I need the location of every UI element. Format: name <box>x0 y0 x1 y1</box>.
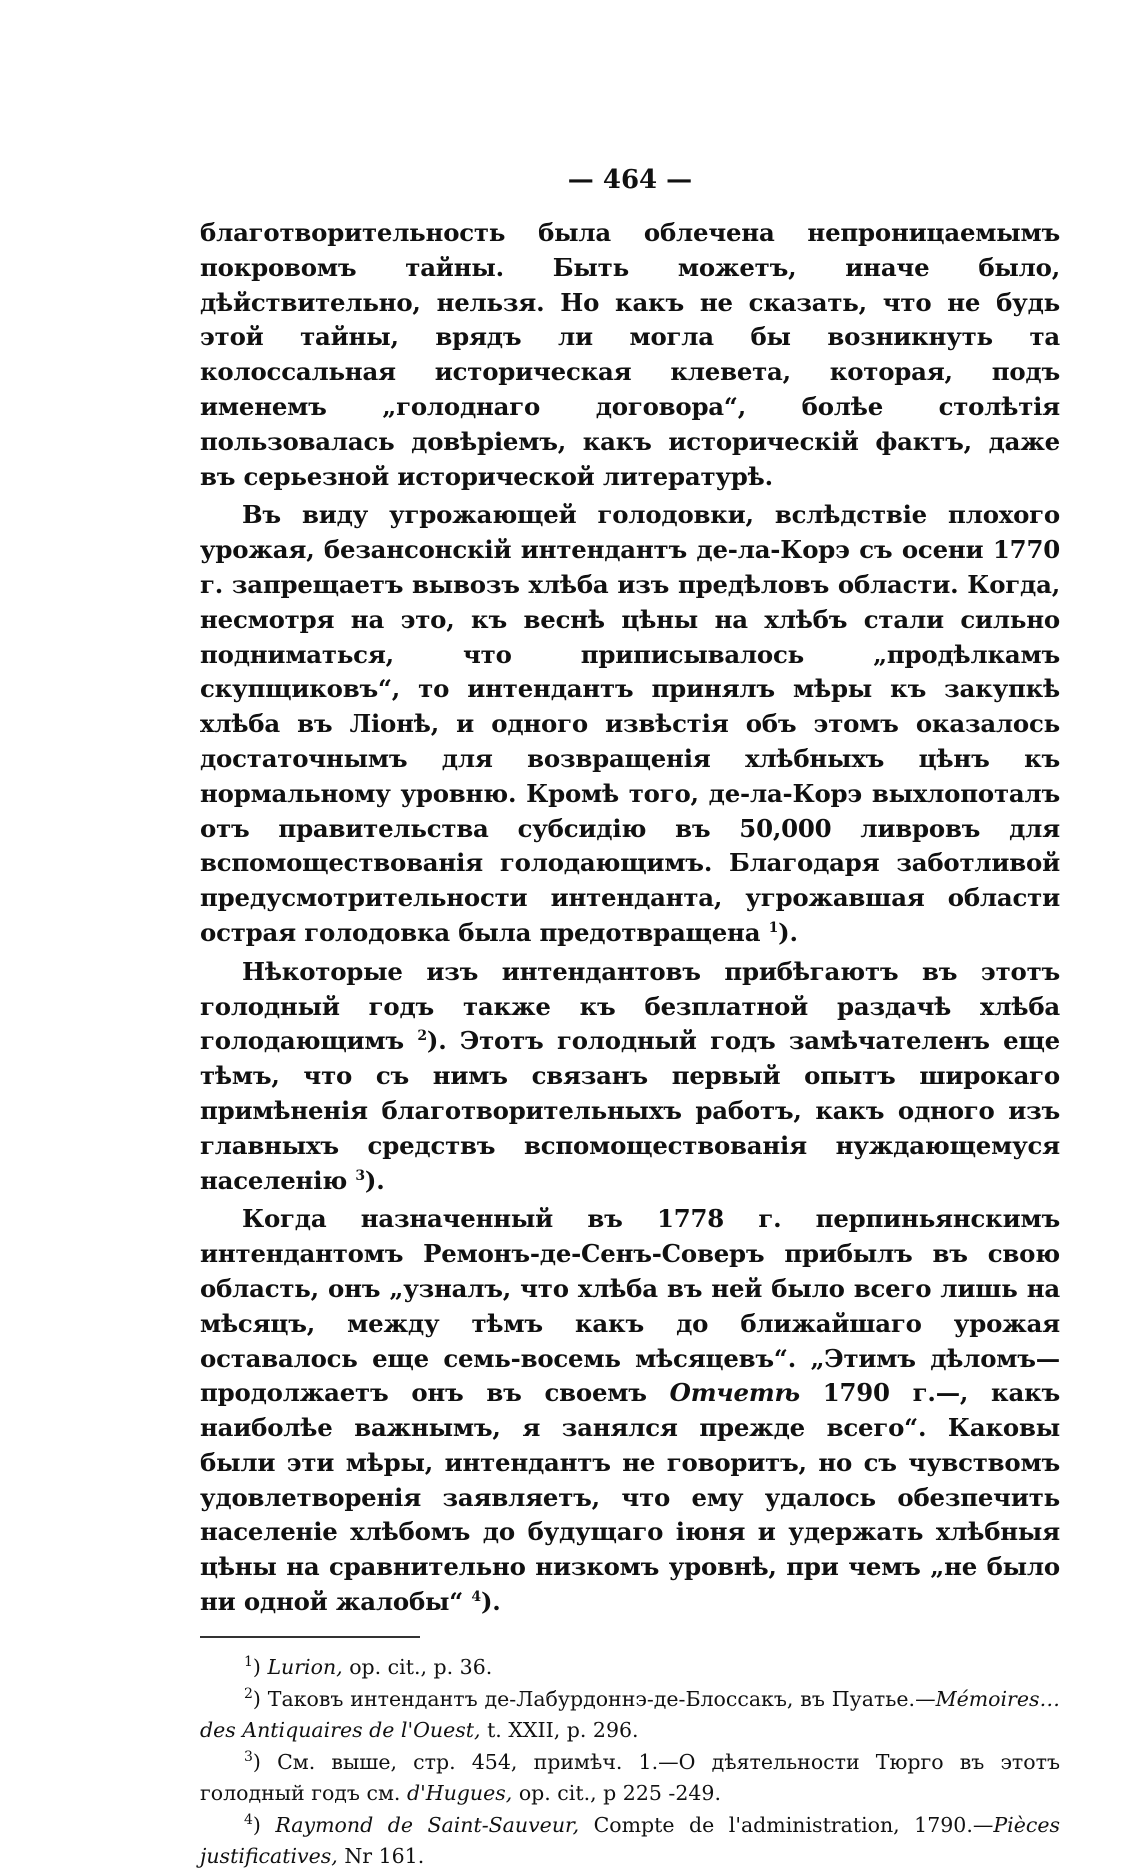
footnote-mark: 4 <box>244 1812 253 1829</box>
text-run: ). <box>778 917 798 947</box>
footnote-mark: 1 <box>244 1654 253 1671</box>
text-run: Когда назначенный въ 1778 г. перпиньянскимъ интендантомъ Ремонъ-де-Сенъ-Соверъ прибылъ въ свою область, онъ „узналъ, что хлѣба въ ней было всего лишь на мѣсяцъ, между тѣмъ какъ до ближайшаго урожая оставалось еще семь-восемь мѣсяцевъ“. „Этимъ дѣломъ—продолжаетъ онъ въ своемъ <box>200 1204 1060 1408</box>
text-run: Nr 161. <box>337 1843 425 1868</box>
text-run: Нѣкоторые изъ интендантовъ прибѣгаютъ въ этотъ голодный годъ также къ безплатной раздачѣ хлѣба голодающимъ <box>200 956 1060 1056</box>
italic-text: Raymond de Saint-Sauveur, <box>275 1813 580 1838</box>
footnote-mark: 3 <box>244 1749 253 1766</box>
footnotes <box>200 1652 1060 1872</box>
footnote-4: $^4$) Raymond de Saint-Sauveur, Compte de l'administration, 1790.—Pièces justificatives, Nr 161. <box>200 1812 1060 1868</box>
footnote-reference: 4 <box>471 1588 481 1605</box>
footnote-divider <box>200 1636 420 1638</box>
text-run: См. выше, стр. 454, примѣч. 1.—О дѣятельности Тюрго въ этотъ голодный годъ см. <box>200 1750 1060 1805</box>
footnote-reference: 2 <box>417 1028 427 1045</box>
text-run: благотворительность была облечена непроницаемымъ покровомъ тайны. Быть можетъ, иначе было, дѣйствительно, нельзя. Но какъ не сказать, что не будь этой тайны, врядъ ли могла бы возникнуть та колоссальная историческая клевета, которая, подъ именемъ „голоднаго договора“, болѣе столѣтія пользовалась довѣріемъ, какъ историческій фактъ, даже въ серьезной исторической литературѣ. <box>200 218 1060 491</box>
text-run: ). <box>480 1587 501 1617</box>
text-run: 1790 г.—, какъ наиболѣе важнымъ, я занялся прежде всего“. Каковы были эти мѣры, интендантъ не говоритъ, но съ чувствомъ удовлетворенія заявляетъ, что ему удалось обезпечить населеніе хлѣбомъ до будущаго іюня и удержать хлѣбныя цѣны на сравнительно низкомъ уровнѣ, при чемъ „не было ни одной жалобы“ <box>200 1378 1060 1617</box>
text-run: op. cit., p 225 -249. <box>512 1780 721 1805</box>
footnote-3: $^3$) См. выше, стр. 454, примѣч. 1.—О дѣятельности Тюрго въ этотъ голодный годъ см. d'Hugues, op. cit., p 225 -249. <box>200 1749 1060 1805</box>
paragraph-p4 <box>200 1202 1060 1620</box>
italic-text: d'Hugues, <box>406 1780 513 1805</box>
text-run: Въ виду угрожающей голодовки, вслѣдствіе плохого урожая, безансонскій интендантъ де-ла-Корэ съ осени 1770 г. запрещаетъ вывозъ хлѣба изъ предѣловъ области. Когда, несмотря на это, къ веснѣ цѣны на хлѣбъ стали сильно подниматься, что приписывалось „продѣлкамъ скупщиковъ“, то интендантъ принялъ мѣры къ закупкѣ хлѣба въ Ліонѣ, и одного извѣстія объ этомъ оказалось достаточнымъ для возвращенія хлѣбныхъ цѣнъ къ нормальному уровню. Кромѣ того, де-ла-Корэ выхлопоталъ отъ правительства субсидію въ 50,000 ливровъ для вспомоществованія голодающимъ. Благодаря заботливой предусмотрительности интенданта, угрожавшая области острая голодовка была предотвращена <box>200 500 1060 947</box>
italic-text: Lurion, <box>267 1654 343 1679</box>
footnote-mark: 2 <box>244 1686 253 1703</box>
italic-text: Pièces justificatives, <box>200 1813 1060 1868</box>
paragraph-p1 <box>200 216 1060 494</box>
footnote-2: $^2$) Таковъ интендантъ де-Лабурдоннэ-де-Блоссакъ, въ Пуатье.—Mémoires… des Antiquaires de l'Ouest, t. XXII, p. 296. <box>200 1686 1060 1742</box>
footnote-1: $^1$) Lurion, op. cit., p. 36. <box>244 1654 493 1679</box>
text-run: Compte de l'administration, 1790.— <box>579 1813 994 1838</box>
italic-text: Отчетѣ <box>669 1378 800 1408</box>
footnote-reference: 1 <box>768 919 779 936</box>
text-run: op. cit., p. 36. <box>342 1654 493 1679</box>
text-run: ). Этотъ голодный годъ замѣчателенъ еще тѣмъ, что съ нимъ связанъ первый опытъ широкаго примѣненія благотворительныхъ работъ, какъ одного изъ главныхъ средствъ вспомоществованія нуждающемуся населенію <box>200 1026 1060 1195</box>
paragraph-p3 <box>200 955 1060 1199</box>
text-run: Таковъ интендантъ де-Лабурдоннэ-де-Блоссакъ, въ Пуатье.— <box>267 1687 936 1712</box>
italic-text: Mémoires… des Antiquaires de l'Ouest, <box>200 1687 1060 1742</box>
text-run: ). <box>364 1165 385 1195</box>
document-page <box>200 160 1060 1873</box>
page-number: — 464 — <box>567 165 693 195</box>
text-run: t. XXII, p. 296. <box>480 1717 639 1742</box>
footnote-reference: 3 <box>355 1167 365 1184</box>
paragraph-p2 <box>200 498 1060 950</box>
body-text <box>200 216 1060 1620</box>
